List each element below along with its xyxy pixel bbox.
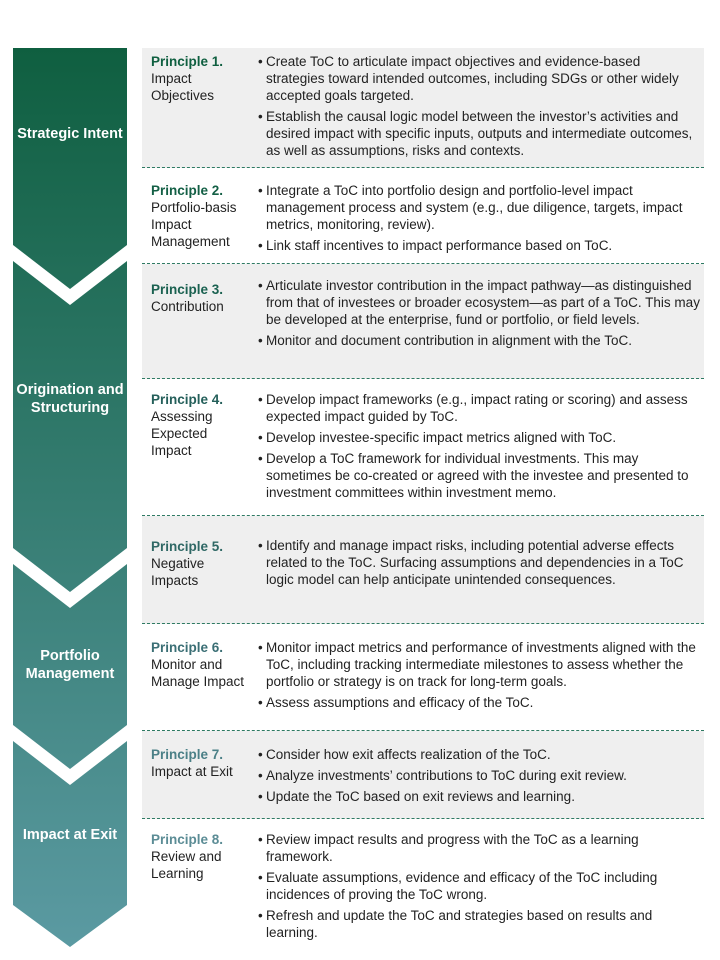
principle-name: Impact Objectives <box>151 71 215 103</box>
principle-heading <box>151 182 251 250</box>
bullet-item: • Identify and manage impact risks, including potential adverse effects related to the ToC. Surfacing assumptions and dependencies in a ToC logic model can help anticipate unintended consequences. <box>258 537 702 588</box>
principle-heading <box>151 53 251 104</box>
principle-bullets <box>258 277 702 353</box>
stage-label-portfolio-management: Portfolio Management <box>25 648 115 682</box>
stage-chevron-2 <box>13 261 127 592</box>
bullet-item: • Develop impact frameworks (e.g., impact rating or scoring) and assess expected impact guided by ToC. <box>258 391 702 425</box>
principle-bullets <box>258 53 702 163</box>
principle-bullets <box>258 639 702 715</box>
bullet-item: • Analyze investments’ contributions to ToC during exit review. <box>258 767 702 784</box>
principle-bullets <box>258 182 702 258</box>
principle-name: Impact at Exit <box>151 764 233 779</box>
principle-bullets <box>258 831 702 945</box>
principle-heading <box>151 281 251 315</box>
bullet-item: • Establish the causal logic model between the investor’s activities and desired impact with specific inputs, outputs and intermediate outcomes, as well as assumptions, risks and contexts. <box>258 108 702 159</box>
principle-row-6 <box>142 624 704 731</box>
principle-name: Contribution <box>151 299 224 314</box>
bullet-item: • Integrate a ToC into portfolio design and portfolio-level impact management process and system (e.g., due diligence, targets, impact metrics, monitoring, review). <box>258 182 702 233</box>
bullet-item: • Review impact results and progress with the ToC as a learning framework. <box>258 831 702 865</box>
principle-number: Principle 7. <box>151 747 224 762</box>
bullet-item: • Monitor impact metrics and performance of investments aligned with the ToC, including tracking intermediate milestones to assess whether the portfolio or strategy is on track for long-term goals. <box>258 639 702 690</box>
stage-label-origination-structuring: Origination and Structuring <box>16 382 124 416</box>
bullet-item: • Create ToC to articulate impact objectives and evidence-based strategies toward intended outcomes, including SDGs or other widely accepted goals targeted. <box>258 53 702 104</box>
bullet-item: • Consider how exit affects realization of the ToC. <box>258 746 702 763</box>
principle-heading <box>151 746 251 780</box>
principle-name: Assessing Expected Impact <box>151 409 213 458</box>
principle-row-3 <box>142 264 704 379</box>
principle-name: Negative Impacts <box>151 556 205 588</box>
principle-name: Portfolio-basis Impact Management <box>151 200 237 249</box>
bullet-item: • Link staff incentives to impact performance based on ToC. <box>258 237 702 254</box>
principle-bullets <box>258 746 702 809</box>
principle-row-1 <box>142 48 704 168</box>
principle-number: Principle 4. <box>151 392 224 407</box>
principle-name: Review and Learning <box>151 849 222 881</box>
principle-heading <box>151 831 251 882</box>
principle-row-5 <box>142 516 704 624</box>
bullet-item: • Develop a ToC framework for individual investments. This may sometimes be co-created or agreed with the investee and presented to investment committees within investment memo. <box>258 450 702 501</box>
bullet-item: • Update the ToC based on exit reviews and learning. <box>258 788 702 805</box>
bullet-item: • Evaluate assumptions, evidence and efficacy of the ToC including incidences of proving the ToC wrong. <box>258 869 702 903</box>
principle-bullets <box>258 537 702 592</box>
stage-chevron-1 <box>13 48 127 289</box>
principle-row-4 <box>142 379 704 516</box>
stage-label-impact-at-exit: Impact at Exit <box>22 827 118 843</box>
principle-number: Principle 2. <box>151 183 224 198</box>
principle-heading <box>151 538 251 589</box>
principle-number: Principle 8. <box>151 832 224 847</box>
stage-chevrons <box>0 0 140 960</box>
principle-row-2 <box>142 168 704 264</box>
stage-label-strategic-intent: Strategic Intent <box>17 126 123 142</box>
bullet-item: • Monitor and document contribution in alignment with the ToC. <box>258 332 702 349</box>
principle-heading <box>151 639 251 690</box>
principle-number: Principle 1. <box>151 54 224 69</box>
principle-heading <box>151 391 251 459</box>
principle-number: Principle 3. <box>151 282 224 297</box>
bullet-item: • Develop investee-specific impact metrics aligned with ToC. <box>258 429 702 446</box>
principle-bullets <box>258 391 702 505</box>
bullet-item: • Articulate investor contribution in the impact pathway—as distinguished from that of investees or broader ecosystem—as part of a ToC. This may be developed at the enterprise, fund or portfolio, or field levels. <box>258 277 702 328</box>
principle-number: Principle 6. <box>151 640 224 655</box>
principle-number: Principle 5. <box>151 539 224 554</box>
bullet-item: • Assess assumptions and efficacy of the ToC. <box>258 694 702 711</box>
principle-name: Monitor and Manage Impact <box>151 657 245 689</box>
principle-row-8 <box>142 819 704 949</box>
bullet-item: • Refresh and update the ToC and strategies based on results and learning. <box>258 907 702 941</box>
principle-row-7 <box>142 731 704 819</box>
